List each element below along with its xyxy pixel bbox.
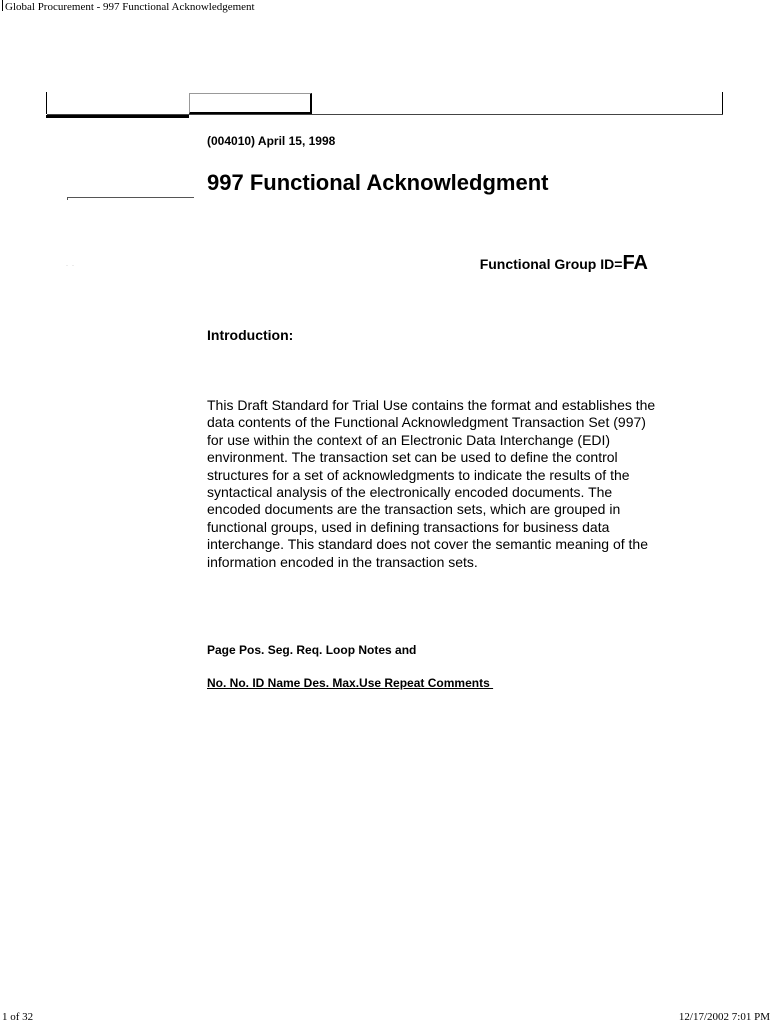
introduction-heading: Introduction: <box>207 327 294 343</box>
group-id-value: FA <box>622 252 648 274</box>
print-header <box>2 0 255 14</box>
introduction-body: This Draft Standard for Trial Use contains the format and establishes the data contents of the Functional Acknowledgment Transaction Set (997) for use within the context of an Electronic Data Interchange (EDI) environment. The transaction set can be used to define the control structures for a set of acknowledgments to indicate the results of the syntactical analysis of the electronically encoded documents. The encoded documents are the transaction sets, which are grouped in functional groups, used in defining transactions for business data interchange. This standard does not cover the semantic meaning of the information encoded in the transaction sets. <box>207 397 656 570</box>
frame-right-tick <box>722 92 723 114</box>
page-count: 1 of 32 <box>2 1011 34 1023</box>
print-timestamp: 12/17/2002 7:01 PM <box>678 1011 770 1023</box>
functional-group-id <box>480 252 648 275</box>
frame-left-tick <box>46 92 47 114</box>
table-header-line-2: No. No. ID Name Des. Max.Use Repeat Comments <box>207 676 494 690</box>
group-id-label: Functional Group ID= <box>479 256 623 272</box>
left-margin-rule <box>67 197 194 198</box>
table-header-line-1: Page Pos. Seg. Req. Loop Notes and <box>207 643 417 657</box>
decorative-dots: ·· <box>66 263 78 269</box>
frame-thick-rule <box>46 115 189 118</box>
print-header-title: Global Procurement - 997 Functional Acknowledgement <box>5 1 255 13</box>
left-margin-rule-tick <box>67 197 68 200</box>
frame-button-box <box>189 93 312 114</box>
header-divider <box>2 0 3 11</box>
document-version: (004010) April 15, 1998 <box>207 134 336 148</box>
document-title: 997 Functional Acknowledgment <box>207 170 549 195</box>
